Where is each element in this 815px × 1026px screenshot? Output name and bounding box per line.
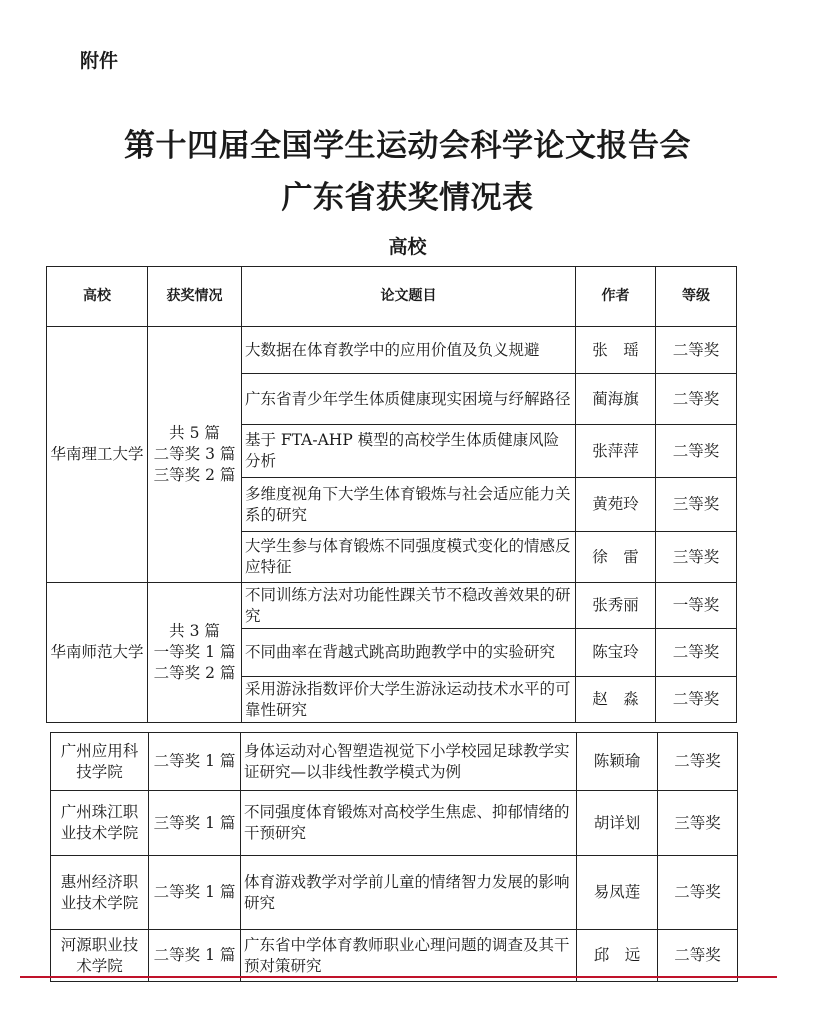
award-summary: 二等奖 1 篇: [149, 733, 241, 791]
author: 陈颖瑜: [577, 733, 658, 791]
table-row: [51, 733, 738, 791]
award-summary: 二等奖 1 篇: [149, 930, 241, 982]
summary-line: 共 3 篇: [169, 622, 220, 640]
awards-table-lower: [50, 732, 738, 982]
author: 陈宝玲: [576, 629, 656, 677]
paper-title: 大学生参与体育锻炼不同强度模式变化的情感反应特征: [242, 532, 576, 583]
paper-title: 广东省青少年学生体质健康现实困境与纾解路径: [242, 374, 576, 425]
table-row: [47, 583, 737, 629]
grade: 三等奖: [656, 532, 737, 583]
grade: 二等奖: [656, 425, 737, 478]
paper-title: 基于 FTA-AHP 模型的高校学生体质健康风险分析: [242, 425, 576, 478]
paper-title: 体育游戏教学对学前儿童的情绪智力发展的影响研究: [241, 856, 577, 930]
paper-title: 不同曲率在背越式跳高助跑教学中的实验研究: [242, 629, 576, 677]
author: 邱 远: [577, 930, 658, 982]
summary-line: 二等奖 2 篇: [153, 664, 236, 682]
paper-title: 大数据在体育教学中的应用价值及负义规避: [242, 327, 576, 374]
school-cell: 华南师范大学: [47, 583, 148, 723]
award-summary: 二等奖 1 篇: [149, 856, 241, 930]
school-cell: 华南理工大学: [47, 327, 148, 583]
grade: 三等奖: [656, 478, 737, 532]
attachment-label: 附件: [80, 50, 119, 72]
grade: 一等奖: [656, 583, 737, 629]
school-cell: 广州珠江职业技术学院: [51, 791, 149, 856]
award-summary: [148, 327, 242, 583]
author: 黄苑玲: [576, 478, 656, 532]
author: 张 瑶: [576, 327, 656, 374]
header-paper: 论文题目: [242, 267, 576, 327]
school-cell: 惠州经济职业技术学院: [51, 856, 149, 930]
grade: 二等奖: [658, 856, 738, 930]
paper-title: 多维度视角下大学生体育锻炼与社会适应能力关系的研究: [242, 478, 576, 532]
award-summary: 三等奖 1 篇: [149, 791, 241, 856]
award-summary: [148, 583, 242, 723]
summary-line: 二等奖 3 篇: [153, 445, 236, 463]
grade: 二等奖: [656, 677, 737, 723]
paper-title: 不同训练方法对功能性踝关节不稳改善效果的研究: [242, 583, 576, 629]
header-grade: 等级: [656, 267, 737, 327]
table-row: [51, 856, 738, 930]
page-subtitle: 广东省获奖情况表: [281, 180, 534, 216]
summary-line: 三等奖 2 篇: [153, 466, 236, 484]
author: 易凤莲: [577, 856, 658, 930]
author: 张萍萍: [576, 425, 656, 478]
author: 张秀丽: [576, 583, 656, 629]
author: 蔺海旗: [576, 374, 656, 425]
red-rule-line: [20, 976, 777, 978]
grade: 二等奖: [658, 930, 738, 982]
summary-line: 共 5 篇: [169, 424, 220, 442]
grade: 二等奖: [656, 327, 737, 374]
school-cell: 广州应用科技学院: [51, 733, 149, 791]
school-cell: 河源职业技术学院: [51, 930, 149, 982]
author: 徐 雷: [576, 532, 656, 583]
paper-title: 不同强度体育锻炼对高校学生焦虑、抑郁情绪的干预研究: [241, 791, 577, 856]
header-awards: 获奖情况: [148, 267, 242, 327]
grade: 二等奖: [656, 629, 737, 677]
awards-table-upper: [46, 266, 737, 723]
grade: 三等奖: [658, 791, 738, 856]
grade: 二等奖: [656, 374, 737, 425]
table-header-row: [47, 267, 737, 327]
author: 赵 淼: [576, 677, 656, 723]
section-label: 高校: [388, 236, 427, 258]
author: 胡详划: [577, 791, 658, 856]
table-row: [47, 327, 737, 374]
paper-title: 广东省中学体育教师职业心理问题的调查及其干预对策研究: [241, 930, 577, 982]
grade: 二等奖: [658, 733, 738, 791]
header-author: 作者: [576, 267, 656, 327]
page-title: 第十四届全国学生运动会科学论文报告会: [124, 128, 691, 164]
header-school: 高校: [47, 267, 148, 327]
paper-title: 身体运动对心智塑造视觉下小学校园足球教学实证研究—以非线性教学模式为例: [241, 733, 577, 791]
table-row: [51, 791, 738, 856]
paper-title: 采用游泳指数评价大学生游泳运动技术水平的可靠性研究: [242, 677, 576, 723]
table-row: [51, 930, 738, 982]
summary-line: 一等奖 1 篇: [153, 643, 236, 661]
